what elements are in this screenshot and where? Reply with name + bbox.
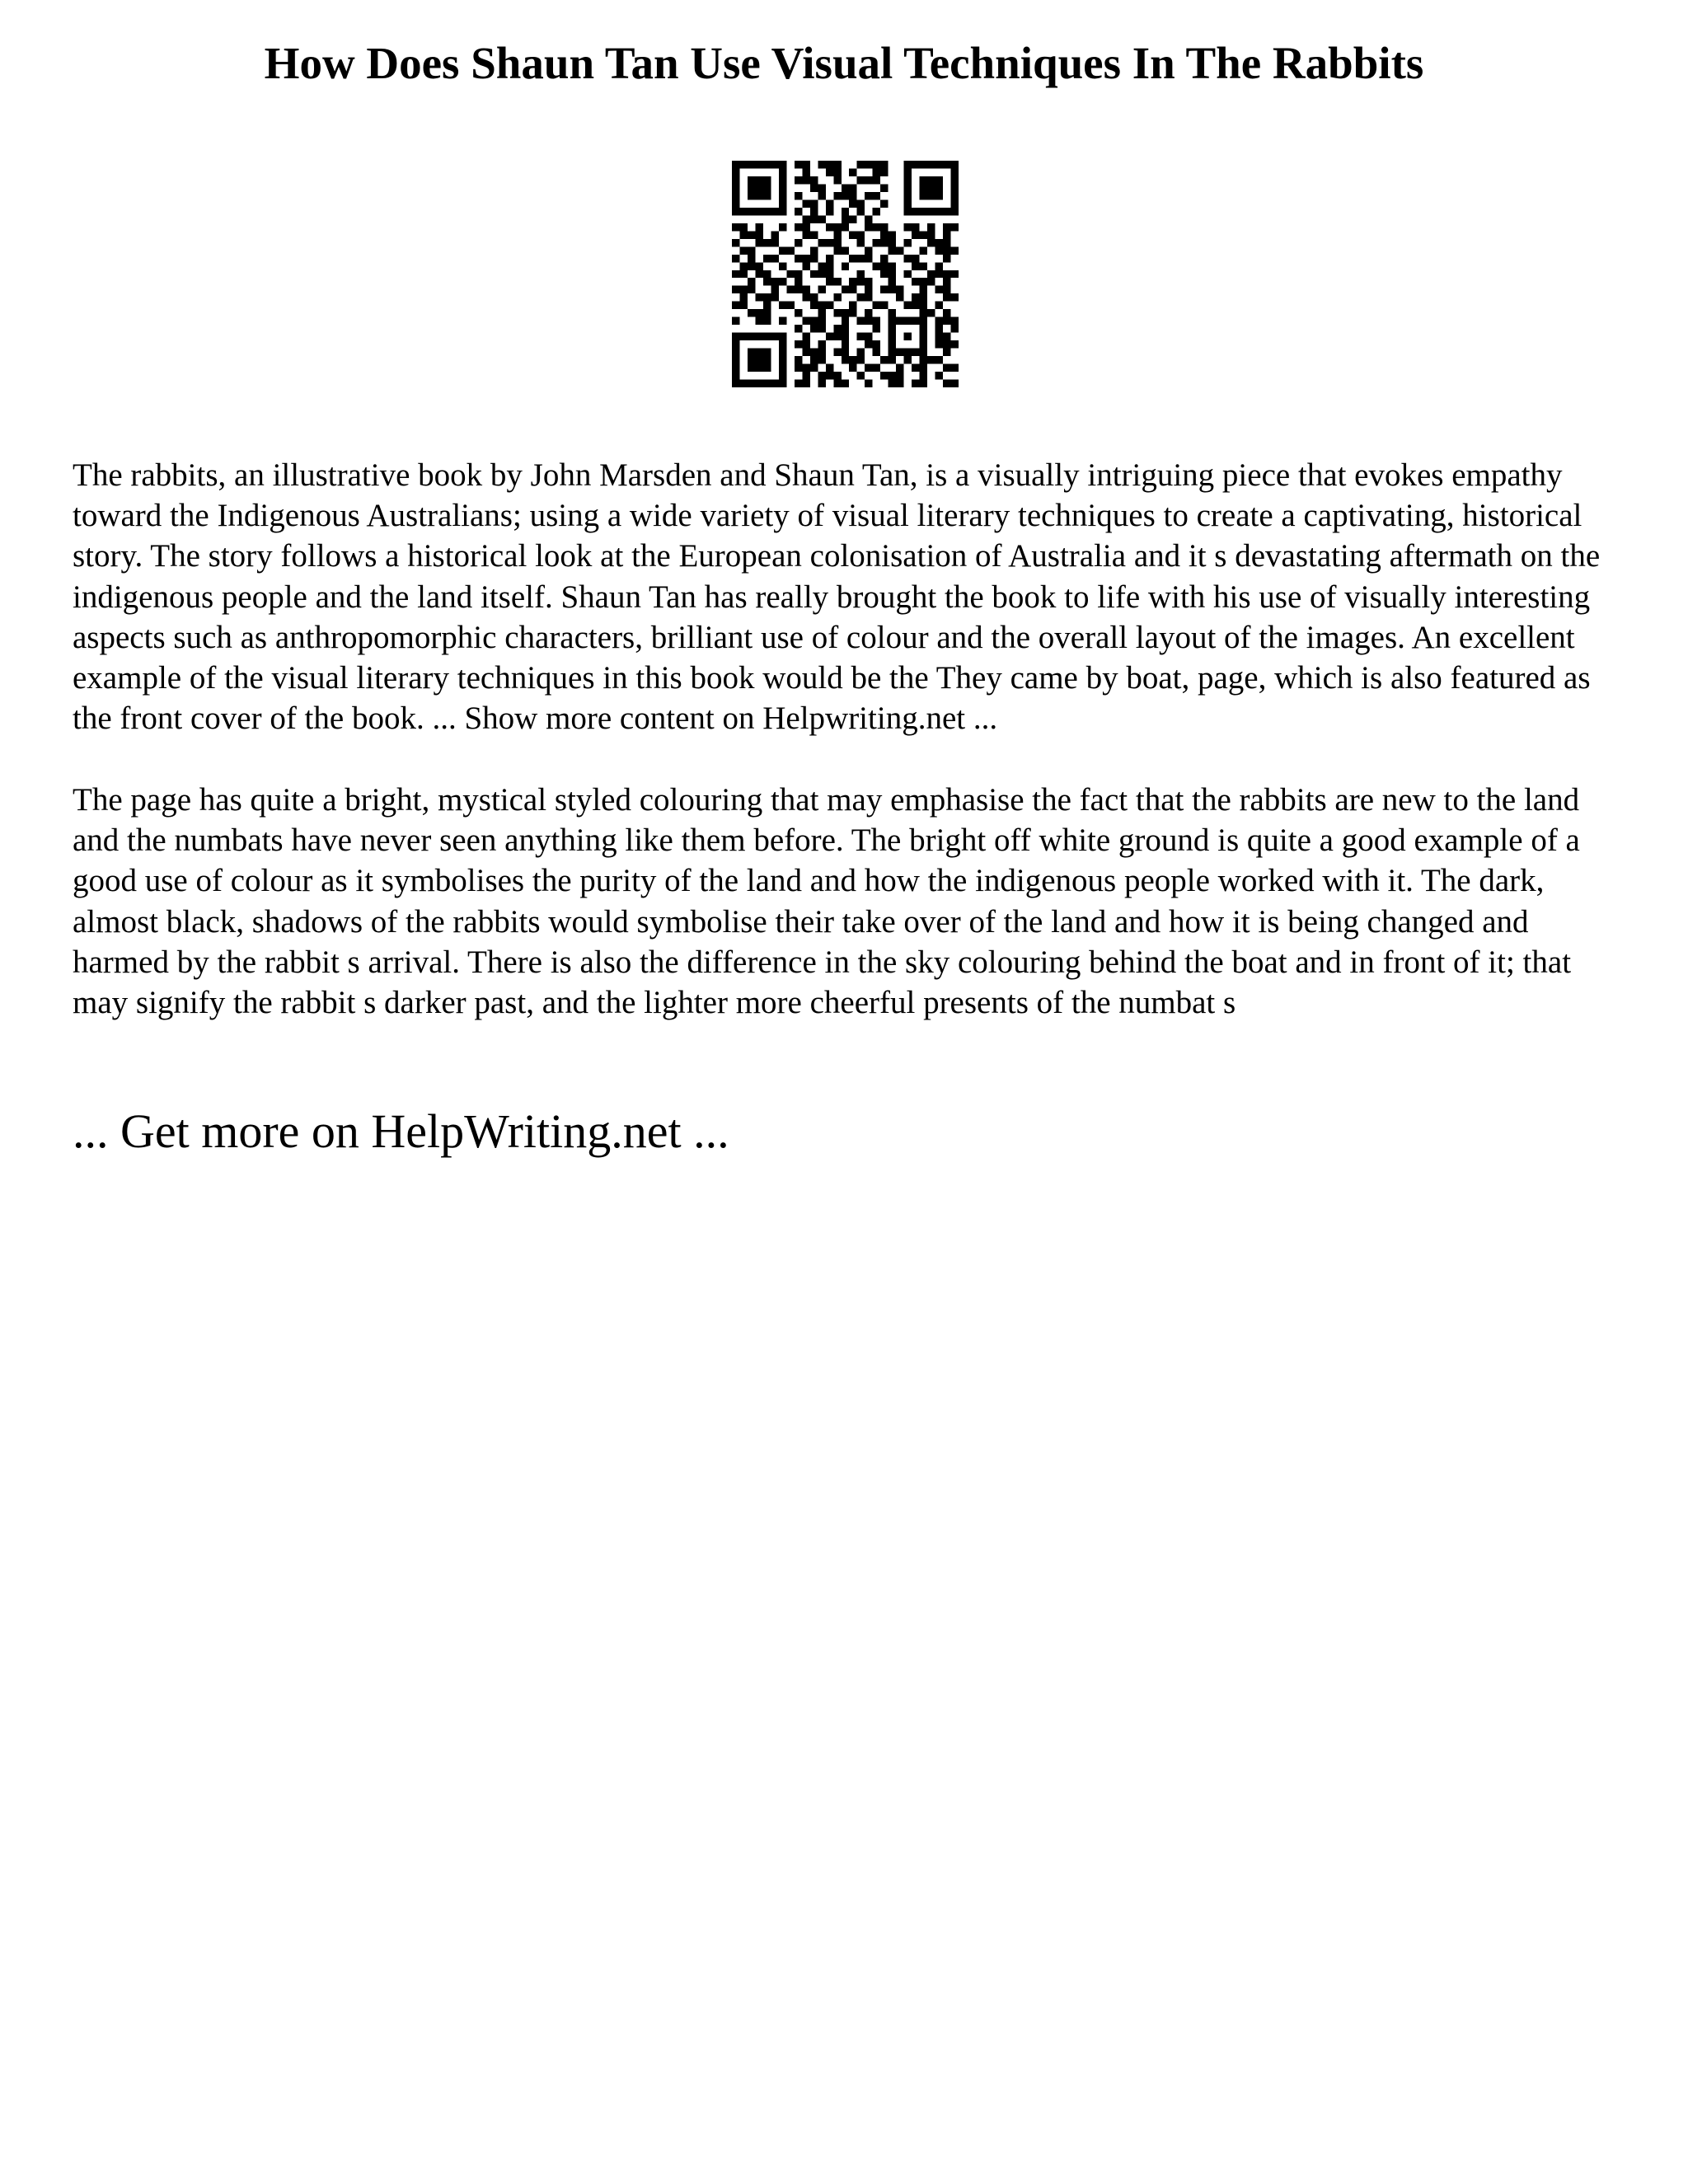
qr-code-icon[interactable] [732,161,959,387]
body-paragraph: The rabbits, an illustrative book by John Marsden and Shaun Tan, is a visually intriguing piece that evokes empathy toward the Indigenous Australians; using a wide variety of visual literary techniques to create a captivating, historical story. The story follows a historical look at the European colonisation of Australia and it s devastating aftermath on the indigenous people and the land itself. Shaun Tan has really brought the book to life with his use of visually interesting aspects such as anthropomorphic characters, brilliant use of colour and the overall layout of the images. An excellent example of the visual literary techniques in this book would be the They came by boat, page, which is also featured as the front cover of the book. ... Show more content on Helpwriting.net ... [73,457,1601,737]
page-title: How Does Shaun Tan Use Visual Techniques In The Rabbits [264,38,1424,88]
body-paragraph: The page has quite a bright, mystical styled colouring that may emphasise the fact that the rabbits are new to the land and the numbats have never seen anything like them before. The bright off white ground is quite a good example of a good use of colour as it symbolises the purity of the land and how the indigenous people worked with it. The dark, almost black, shadows of the rabbits would symbolise their take over of the land and how it is being changed and harmed by the rabbit s arrival. There is also the difference in the sky colouring behind the boat and in front of it; that may signify the rabbit s darker past, and the lighter more cheerful presents of the numbat s [73,782,1580,1021]
get-more-link[interactable]: ... Get more on HelpWriting.net ... [73,1104,729,1158]
